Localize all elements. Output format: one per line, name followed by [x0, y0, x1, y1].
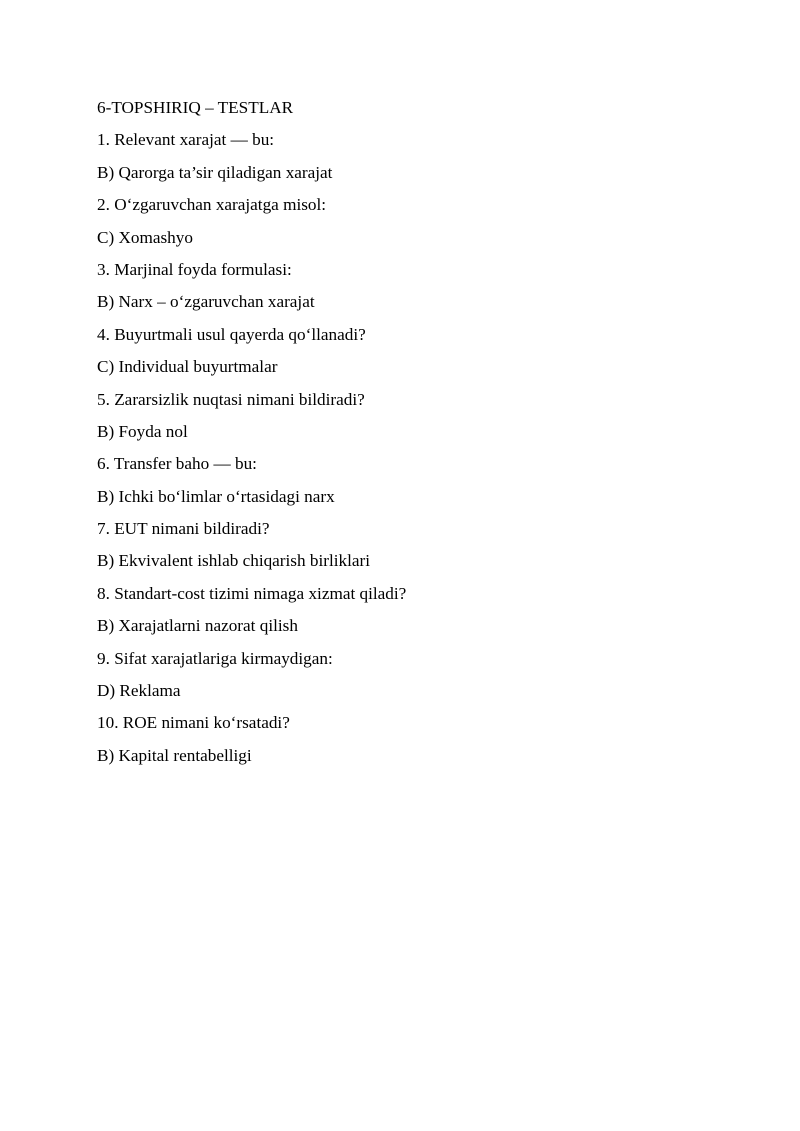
answer-8: B) Xarajatlarni nazorat qilish: [97, 616, 298, 636]
question-6: 6. Transfer baho — bu:: [97, 454, 257, 474]
question-8: 8. Standart-cost tizimi nimaga xizmat qiladi?: [97, 583, 407, 603]
answer-4: C) Individual buyurtmalar: [97, 357, 278, 377]
answer-6: B) Ichki bo‘limlar o‘rtasidagi narx: [97, 486, 335, 506]
question-4: 4. Buyurtmali usul qayerda qo‘llanadi?: [97, 324, 366, 344]
question-1: 1. Relevant xarajat — bu:: [97, 130, 275, 150]
answer-5: B) Foyda nol: [97, 421, 188, 441]
answer-1: B) Qarorga ta’sir qiladigan xarajat: [97, 162, 333, 182]
question-3: 3. Marjinal foyda formulasi:: [97, 259, 292, 279]
question-9: 9. Sifat xarajatlariga kirmaydigan:: [97, 648, 333, 668]
question-2: 2. O‘zgaruvchan xarajatga misol:: [97, 195, 327, 215]
document-body: [97, 96, 717, 776]
question-5: 5. Zararsizlik nuqtasi nimani bildiradi?: [97, 389, 365, 409]
answer-2: C) Xomashyo: [97, 227, 193, 247]
document-title: 6-TOPSHIRIQ – TESTLAR: [97, 98, 294, 117]
answer-7: B) Ekvivalent ishlab chiqarish birliklari: [97, 551, 371, 571]
answer-9: D) Reklama: [97, 681, 181, 701]
question-7: 7. EUT nimani bildiradi?: [97, 519, 270, 539]
question-10: 10. ROE nimani ko‘rsatadi?: [97, 713, 290, 733]
answer-10: B) Kapital rentabelligi: [97, 745, 252, 765]
answer-3: B) Narx – o‘zgaruvchan xarajat: [97, 292, 315, 312]
